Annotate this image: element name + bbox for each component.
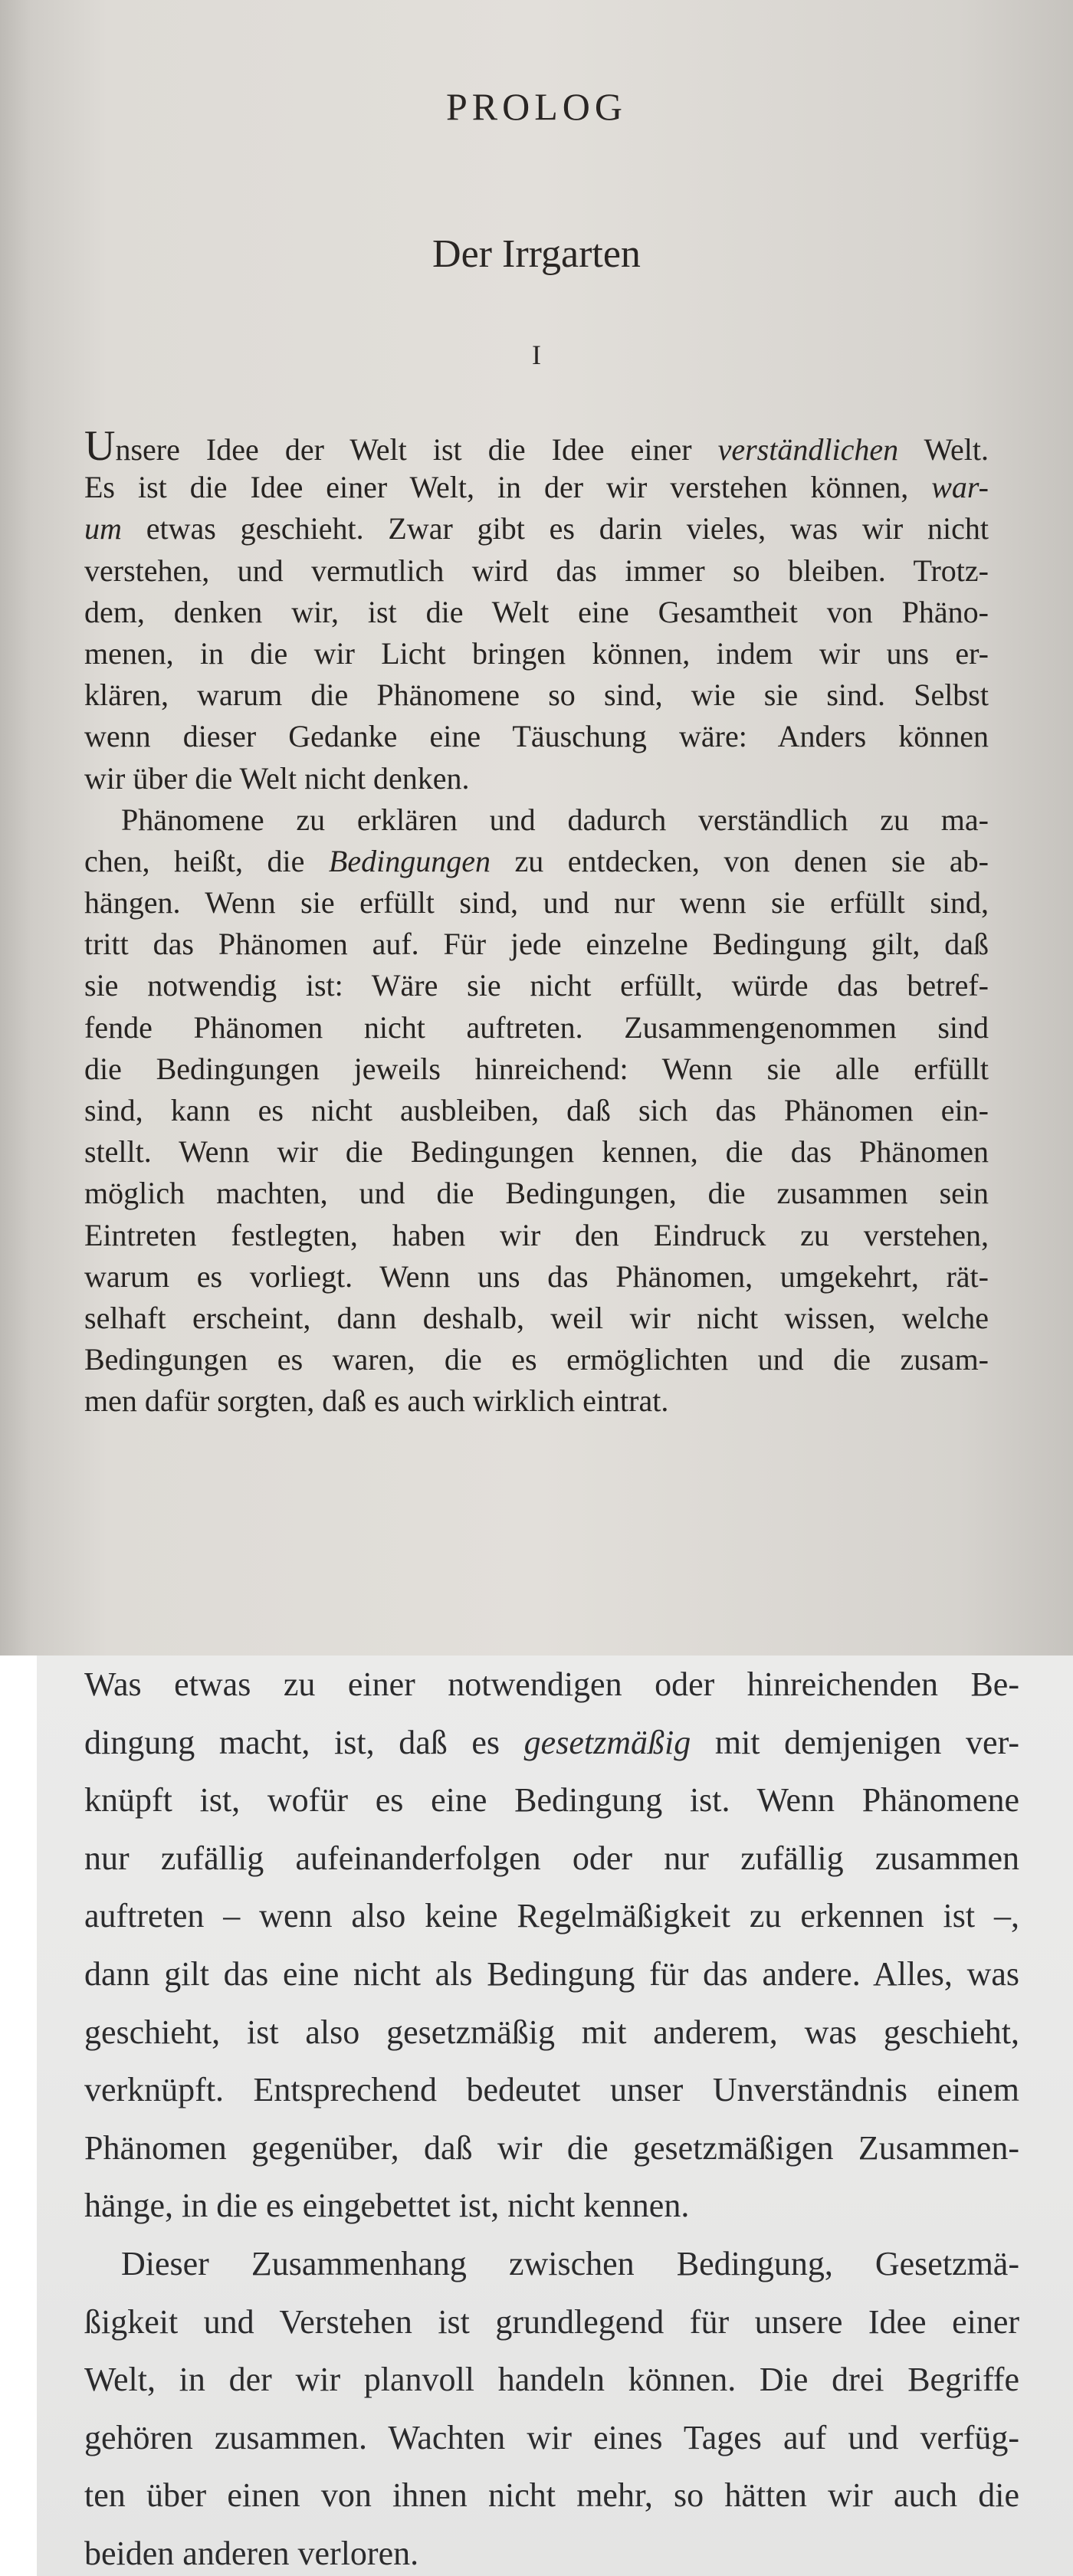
text-line: warum es vorliegt. Wenn uns das Phänomen, umgekehrt, rät- [84,1258,989,1294]
text-line: Was etwas zu einer notwendigen oder hinreichenden Be- [84,1665,1019,1703]
text-line: verknüpft. Entsprechend bedeutet unser Unverständnis einem [84,2071,1019,2109]
text-line: chen, heißt, die Bedingungen zu entdecken, von denen sie ab- [84,843,989,878]
text-line: möglich machten, und die Bedingungen, die zusammen sein [84,1176,989,1211]
text-line: dem, denken wir, ist die Welt eine Gesamtheit von Phäno- [84,594,989,629]
text-line: Eintreten festlegten, haben wir den Eindruck zu verstehen, [84,1217,989,1252]
text-line: hängen. Wenn sie erfüllt sind, und nur wenn sie erfüllt sind, [84,885,989,920]
section-number: I [532,340,541,370]
paragraph-1 [84,422,989,799]
text-line: gehören zusammen. Wachten wir eines Tages auf und verfüg- [84,2418,1019,2456]
text-line: Bedingungen es waren, die es ermöglichten und die zusam- [84,1342,989,1377]
text-line: dann gilt das eine nicht als Bedingung für das andere. Alles, was [84,1954,1019,1993]
text-line: um etwas geschieht. Zwar gibt es darin vieles, was wir nicht [84,511,989,546]
text-line: nur zufällig aufeinanderfolgen oder nur zufällig zusammen [84,1839,1019,1877]
upper-body-text [84,422,989,1423]
text-line: beiden anderen verloren. [84,2534,419,2572]
text-line: hänge, in die es eingebettet ist, nicht kennen. [84,2187,690,2225]
text-line: wenn dieser Gedanke eine Täuschung wäre: Anders können [84,719,989,754]
text-line: men dafür sorgten, daß es auch wirklich eintrat. [84,1383,669,1419]
text-line: sie notwendig ist: Wäre sie nicht erfüllt, würde das betref- [84,968,989,1003]
text-line: geschieht, ist also gesetzmäßig mit anderem, was geschieht, [84,2013,1019,2051]
text-line: menen, in die wir Licht bringen können, indem wir uns er- [84,635,989,671]
paragraph-2 [84,799,989,1423]
paragraph-3 [84,1656,1019,2235]
text-line: Dieser Zusammenhang zwischen Bedingung, Gesetzmä- [121,2244,1019,2282]
lower-page-photo [0,1656,1073,2576]
text-line: verstehen, und vermutlich wird das immer so bleiben. Trotz- [84,553,989,588]
text-line: ßigkeit und Verstehen ist grundlegend für unsere Idee einer [84,2302,1019,2341]
text-line: stellt. Wenn wir die Bedingungen kennen, die das Phänomen [84,1134,989,1170]
text-line: Welt, in der wir planvoll handeln können. Die drei Begriffe [84,2361,1019,2399]
text-line: Phänomene zu erklären und dadurch verständlich zu ma- [121,802,989,837]
text-line: sind, kann es nicht ausbleiben, daß sich das Phänomen ein- [84,1093,989,1127]
text-line: selhaft erscheint, dann deshalb, weil wir nicht wissen, welche [84,1300,989,1335]
text-line: knüpft ist, wofür es eine Bedingung ist. Wenn Phänomene [84,1781,1019,1820]
part-heading: PROLOG [445,85,628,128]
text-line: fende Phänomen nicht auftreten. Zusammengenommen sind [84,1009,989,1045]
text-line: Phänomen gegenüber, daß wir die gesetzmäßigen Zusammen- [84,2128,1019,2167]
paragraph-4 [84,2235,1019,2576]
text-line: dingung macht, ist, daß es gesetzmäßig mit demjenigen ver- [84,1723,1019,1761]
chapter-title: Der Irrgarten [432,232,641,276]
text-line: ten über einen von ihnen nicht mehr, so hätten wir auch die [84,2476,1019,2515]
text-line: die Bedingungen jeweils hinreichend: Wenn sie alle erfüllt [84,1051,989,1086]
lower-body-text [84,1656,1019,2576]
photo-edge [0,1656,37,2576]
text-line: Unsere Idee der Welt ist die Idee einer verständlichen Welt. [84,422,989,470]
text-line: auftreten – wenn also keine Regelmäßigkeit zu erkennen ist –, [84,1897,1019,1935]
text-line: Es ist die Idee einer Welt, in der wir verstehen können, war- [84,470,989,505]
text-line: tritt das Phänomen auf. Für jede einzelne Bedingung gilt, daß [84,927,989,962]
text-line: wir über die Welt nicht denken. [84,760,470,796]
text-line: klären, warum die Phänomene so sind, wie sie sind. Selbst [84,678,989,713]
drop-cap: U [84,422,116,470]
